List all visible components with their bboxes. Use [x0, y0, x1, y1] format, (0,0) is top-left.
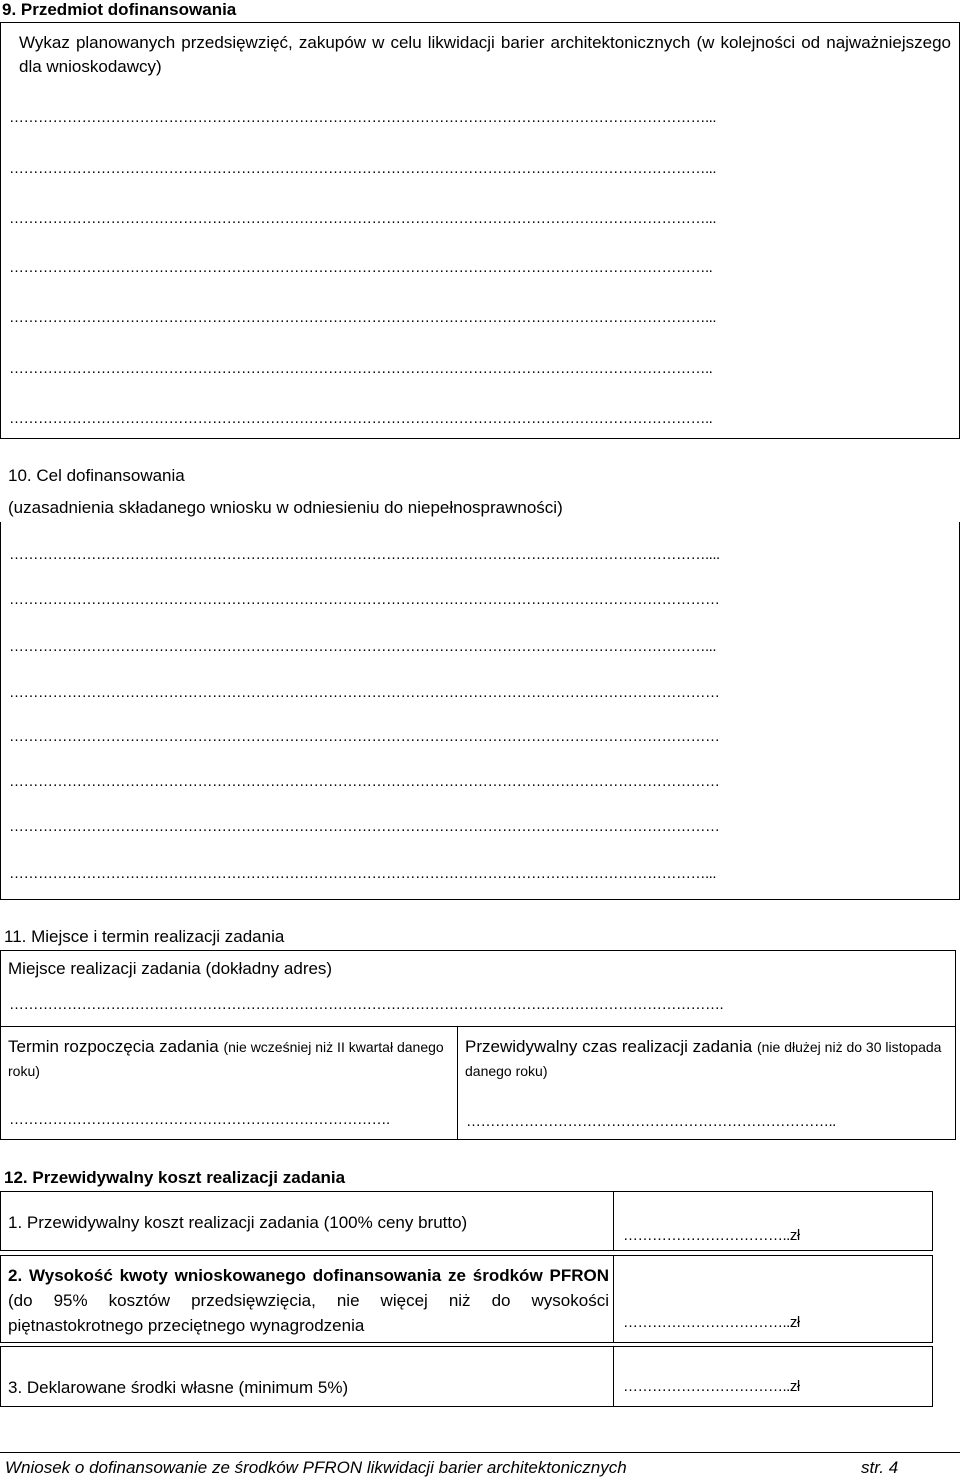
start-date-box [0, 1026, 458, 1140]
section-10-answer-line[interactable]: ………………………………………………………………………………………………………………………………… [9, 818, 720, 835]
cost-item-1-value-box [613, 1191, 933, 1251]
section-9-answer-line[interactable]: ……………………………………………………………………………………………………………………………….. [9, 410, 713, 427]
section-9-description: Wykaz planowanych przedsięwzięć, zakupów w celu likwidacji barier architektonicznych (w kolejności od najważniejszego dla wnioskodawcy) [19, 33, 951, 76]
cost-item-1-value[interactable]: ……………………………..zł [623, 1227, 800, 1244]
section-9-answer-line[interactable]: ……………………………………………………………………………………………………………………………….. [9, 259, 713, 276]
section-11-place-box [0, 950, 956, 1027]
section-10-answer-line[interactable]: ……………………………………………………………………………………………………………………………….... [9, 546, 720, 563]
duration-answer-line[interactable]: ………………………………………………………………….. [466, 1113, 836, 1130]
cost-item-3-label: 3. Deklarowane środki własne (minimum 5%) [8, 1378, 349, 1397]
footer-divider [0, 1452, 960, 1453]
section-10-answer-line[interactable]: ………………………………………………………………………………………………………………………………… [9, 728, 720, 745]
cost-item-1-box [0, 1191, 614, 1251]
start-date-label: Termin rozpoczęcia zadania (nie wcześniej niż II kwartał danego roku) [8, 1037, 444, 1079]
section-10-description: (uzasadnienia składanego wniosku w odniesieniu do niepełnosprawności) [8, 498, 563, 517]
section-9-answer-line[interactable]: ………………………………………………………………………………………………………………………………... [9, 160, 717, 177]
section-10-box [0, 522, 960, 900]
duration-label: Przewidywalny czas realizacji zadania (nie dłużej niż do 30 listopada danego roku) [465, 1037, 942, 1079]
footer-page-number: str. 4 [861, 1458, 899, 1477]
section-9-answer-line[interactable]: ………………………………………………………………………………………………………………………………... [9, 109, 717, 126]
section-9-answer-line[interactable]: ……………………………………………………………………………………………………………………………….. [9, 360, 713, 377]
section-10-heading: 10. Cel dofinansowania [8, 466, 185, 485]
cost-item-2-value-box [613, 1255, 933, 1343]
section-10-answer-line[interactable]: ………………………………………………………………………………………………………………………………… [9, 773, 720, 790]
section-11-heading: 11. Miejsce i termin realizacji zadania [4, 927, 285, 946]
footer-title: Wniosek o dofinansowanie ze środków PFRON likwidacji barier architektonicznych [5, 1458, 627, 1477]
section-9-answer-line[interactable]: ………………………………………………………………………………………………………………………………... [9, 309, 717, 326]
cost-item-2-label: 2. Wysokość kwoty wnioskowanego dofinansowania ze środków PFRON (do 95% kosztów przedsięwzięcia, nie więcej niż do wysokości piętnastokrotnego przeciętnego wynagrodzenia [8, 1266, 609, 1335]
place-label: Miejsce realizacji zadania (dokładny adres) [8, 959, 333, 978]
cost-item-2-box [0, 1255, 614, 1343]
duration-box [457, 1026, 956, 1140]
section-12-heading: 12. Przewidywalny koszt realizacji zadania [4, 1168, 346, 1187]
cost-item-1-label: 1. Przewidywalny koszt realizacji zadania (100% ceny brutto) [8, 1213, 468, 1232]
section-10-answer-line[interactable]: ………………………………………………………………………………………………………………………………... [9, 865, 717, 882]
cost-item-2-value[interactable]: ……………………………..zł [623, 1314, 800, 1331]
cost-item-3-box [0, 1346, 614, 1407]
cost-item-3-value[interactable]: ……………………………..zł [623, 1378, 800, 1395]
place-answer-line[interactable]: …………………………………………………………………………………………………………………………………. [9, 996, 724, 1013]
section-10-answer-line[interactable]: ………………………………………………………………………………………………………………………………… [9, 591, 720, 608]
section-9-answer-line[interactable]: ………………………………………………………………………………………………………………………………... [9, 210, 717, 227]
section-10-answer-line[interactable]: ………………………………………………………………………………………………………………………………… [9, 684, 720, 701]
section-9-box [0, 22, 960, 439]
start-date-answer-line[interactable]: ……………………………………………………………………. [9, 1111, 390, 1128]
section-10-answer-line[interactable]: ………………………………………………………………………………………………………………………………... [9, 638, 717, 655]
cost-item-3-value-box [613, 1346, 933, 1407]
section-9-heading: 9. Przedmiot dofinansowania [2, 0, 237, 19]
